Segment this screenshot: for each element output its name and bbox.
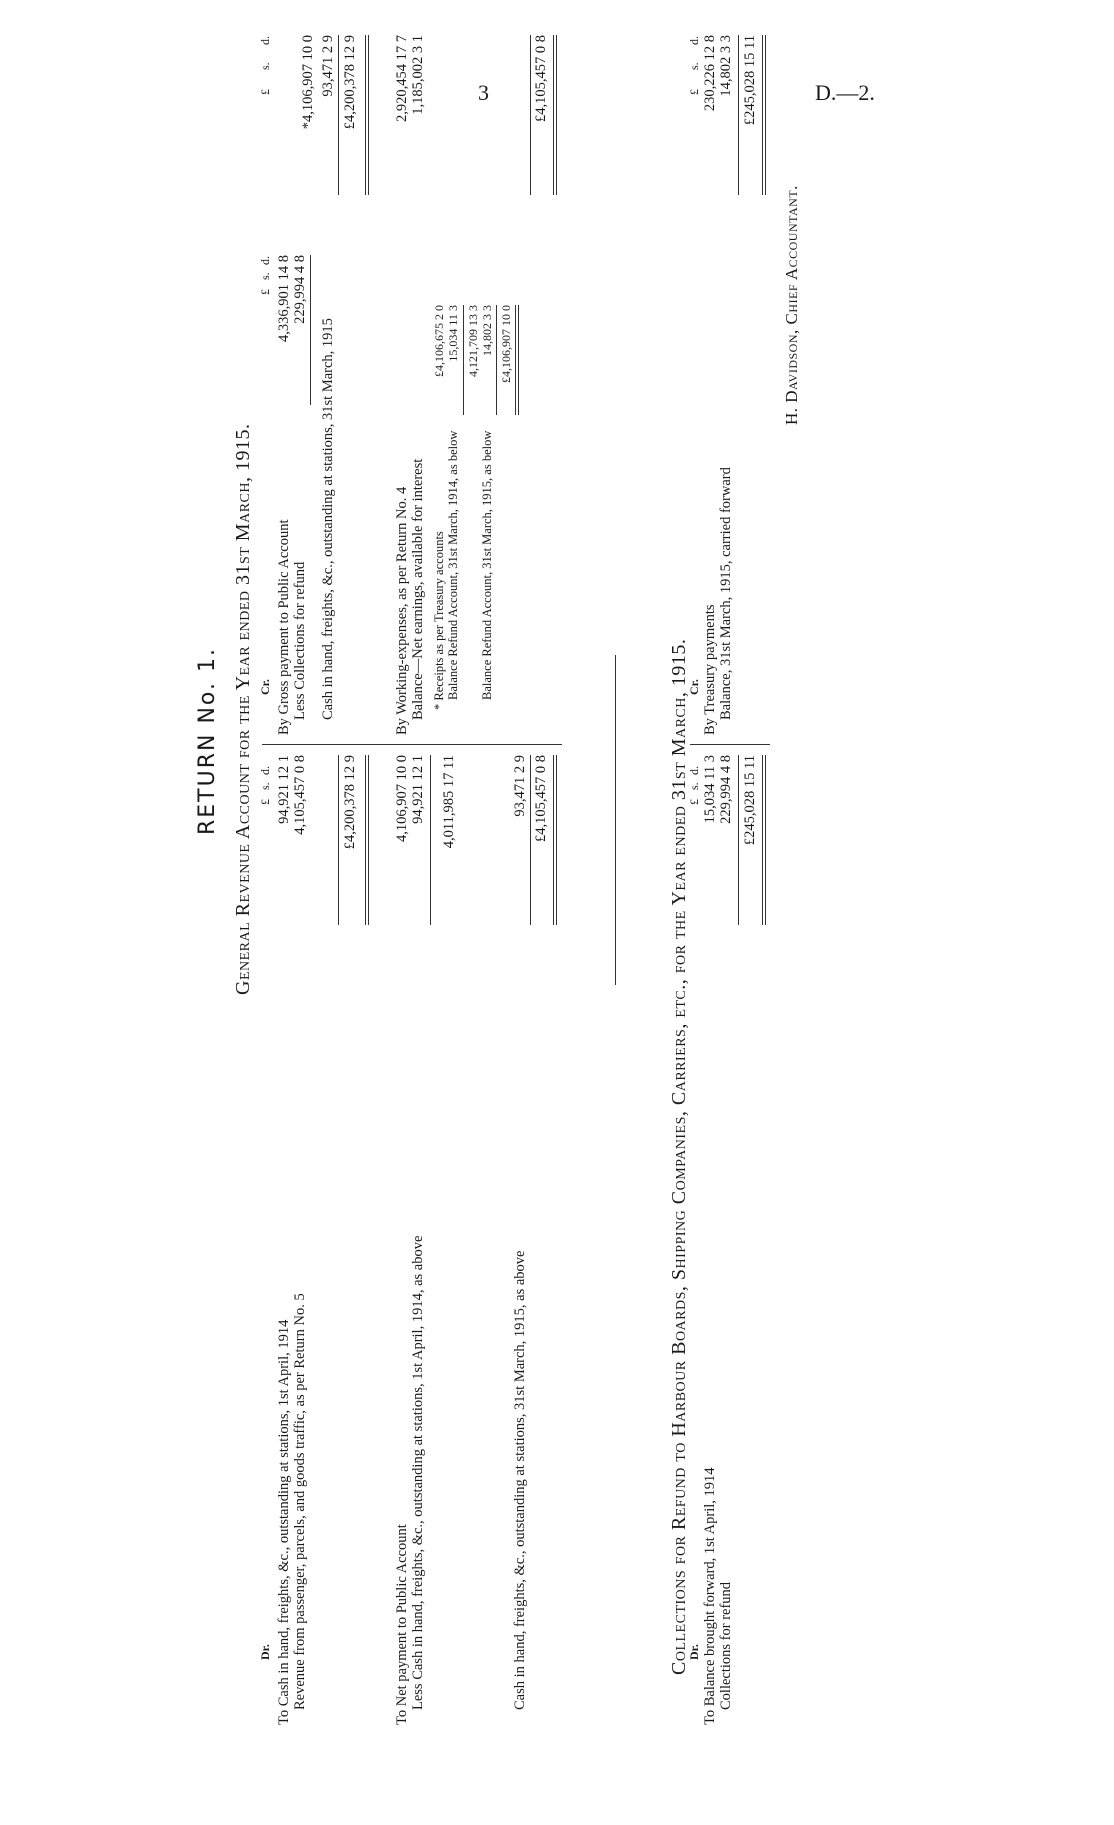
dr-label: Dr. [258, 1644, 272, 1660]
cr2-note1: * Receipts as per Treasury accounts [432, 531, 446, 710]
coll-cr-total-rule [738, 35, 739, 195]
coll-cr-line2: Balance, 31st March, 1915, carried forward [718, 467, 734, 720]
cr2-line1-amount: 2,920,454 17 7 [394, 35, 410, 122]
coll-dr-double-rule [762, 755, 766, 925]
cr1-line1: By Gross payment to Public Account [276, 519, 292, 735]
cr2-note1-amount: £4,106,675 2 0 [432, 305, 446, 377]
return-title: RETURN No. 1. [195, 647, 220, 835]
cr2-total-rule [530, 35, 531, 195]
dr2-subtotal-rule [430, 755, 431, 925]
revenue-account-title: General Revenue Account for the Year ended 31st March, 1915. [232, 423, 254, 995]
collections-title: Collections for Refund to Harbour Boards, Shipping Companies, Carriers, etc., for the Year ended 31st March, 1915. [668, 638, 690, 1675]
coll-col-head-pence: d. [687, 766, 701, 775]
coll-dr-line1: To Balance brought forward, 1st April, 1914 [702, 1467, 718, 1725]
cr1-total-rule [338, 35, 339, 195]
col-head-pence: d. [258, 766, 272, 775]
cr1-line2-amount: 229,994 4 8 [292, 255, 308, 324]
dr1-double-rule [365, 755, 369, 925]
coll-cr-total: £245,028 15 11 [742, 35, 758, 126]
cr2-note-total: £4,106,907 10 0 [499, 305, 513, 383]
coll-dr-line2: Collections for refund [718, 1581, 734, 1710]
cr1-line3-amount: 93,471 2 9 [320, 35, 336, 97]
coll-cr-col-head-pounds: £ [687, 89, 701, 95]
dr2-subtotal: 4,011,985 17 11 [441, 755, 457, 849]
coll-dr-label: Dr. [687, 1644, 701, 1660]
section-separator [615, 655, 616, 985]
dr1-line2: Revenue from passenger, parcels, and goods traffic, as per Return No. 5 [292, 1293, 308, 1710]
cr1-double-rule [365, 35, 369, 195]
coll-cr-line1: By Treasury payments [702, 604, 718, 735]
coll-cr-col-head-shillings: s. [687, 62, 701, 70]
cr1-net: *4,106,907 10 0 [300, 35, 316, 130]
dr1-total: £4,200,378 12 9 [342, 755, 358, 850]
cr-label: Cr. [258, 679, 272, 695]
coll-cr-double-rule [762, 35, 766, 195]
page-number: 3 [478, 80, 489, 105]
cr2-double-rule [553, 35, 557, 195]
dr2-line1-amount: 4,106,907 10 0 [394, 755, 410, 842]
coll-cr-label: Cr. [687, 679, 701, 695]
dr1-total-rule [338, 755, 339, 925]
cr1-line2: Less Collections for refund [292, 561, 308, 720]
dr-cr-divider [262, 744, 562, 745]
cr1-total: £4,200,378 12 9 [342, 35, 358, 130]
coll-dr-total: £245,028 15 11 [742, 755, 758, 846]
dr2-line3-amount: 93,471 2 9 [512, 755, 528, 817]
page-reference: D.—2. [815, 80, 875, 105]
signature: H. Davidson, Chief Accountant. [782, 185, 801, 425]
cr2-note-subtotal: 4,121,709 13 3 [466, 305, 480, 377]
cr2-note-total-rule [496, 305, 497, 415]
cr-col2-head-pounds: £ [258, 89, 272, 95]
coll-cr-line2-amount: 14,802 3 3 [718, 35, 734, 97]
cr1-sub-rule [310, 255, 311, 405]
coll-col-head-pounds: £ [687, 799, 701, 805]
col-head-pounds: £ [258, 799, 272, 805]
dr1-line1: To Cash in hand, freights, &c., outstanding at stations, 1st April, 1914 [276, 1319, 292, 1725]
cr-col-head-shillings: s. [258, 272, 272, 280]
cr2-note3-amount: 14,802 3 3 [480, 305, 494, 356]
coll-col-head-shillings: s. [687, 782, 701, 790]
cr2-total: £4,105,457 0 8 [533, 35, 549, 122]
cr-col-head-pence: d. [258, 256, 272, 265]
cr2-note2: Balance Refund Account, 31st March, 1914, as below [446, 430, 460, 700]
dr2-line2: Less Cash in hand, freights, &c., outstanding at stations, 1st April, 1914, as above [410, 1235, 426, 1710]
cr2-note3: Balance Refund Account, 31st March, 1915, as below [480, 430, 494, 700]
cr-col2-head-shillings: s. [258, 62, 272, 70]
dr2-line1: To Net payment to Public Account [394, 1524, 410, 1725]
coll-cr-line1-amount: 230,226 12 8 [702, 35, 718, 112]
col-head-shillings: s. [258, 782, 272, 790]
cr2-note-double-rule [515, 305, 519, 415]
coll-cr-col-head-pence: d. [687, 36, 701, 45]
coll-dr-total-rule [738, 755, 739, 925]
cr2-line1: By Working-expenses, as per Return No. 4 [394, 486, 410, 735]
dr2-total-rule [530, 755, 531, 925]
cr2-note-sub-rule [463, 305, 464, 415]
coll-dr-cr-divider [690, 744, 770, 745]
dr1-line2-amount: 4,105,457 0 8 [292, 755, 308, 835]
dr2-line2-amount: 94,921 12 1 [410, 755, 426, 824]
cr-col2-head-pence: d. [258, 36, 272, 45]
cr2-line2: Balance—Net earnings, available for interest [410, 458, 426, 720]
cr2-note2-amount: 15,034 11 3 [446, 305, 460, 362]
dr2-total: £4,105,457 0 8 [533, 755, 549, 842]
cr-col-head-pounds: £ [258, 289, 272, 295]
coll-dr-line1-amount: 15,034 11 3 [702, 755, 718, 824]
cr2-line2-amount: 1,185,002 3 1 [410, 35, 426, 115]
dr2-line3: Cash in hand, freights, &c., outstanding at stations, 31st March, 1915, as above [512, 1250, 528, 1710]
dr1-line1-amount: 94,921 12 1 [276, 755, 292, 824]
cr1-line3: Cash in hand, freights, &c., outstanding at stations, 31st March, 1915 [320, 318, 336, 720]
coll-dr-line2-amount: 229,994 4 8 [718, 755, 734, 824]
cr1-line1-amount: 4,336,901 14 8 [276, 255, 292, 342]
dr2-double-rule [553, 755, 557, 925]
